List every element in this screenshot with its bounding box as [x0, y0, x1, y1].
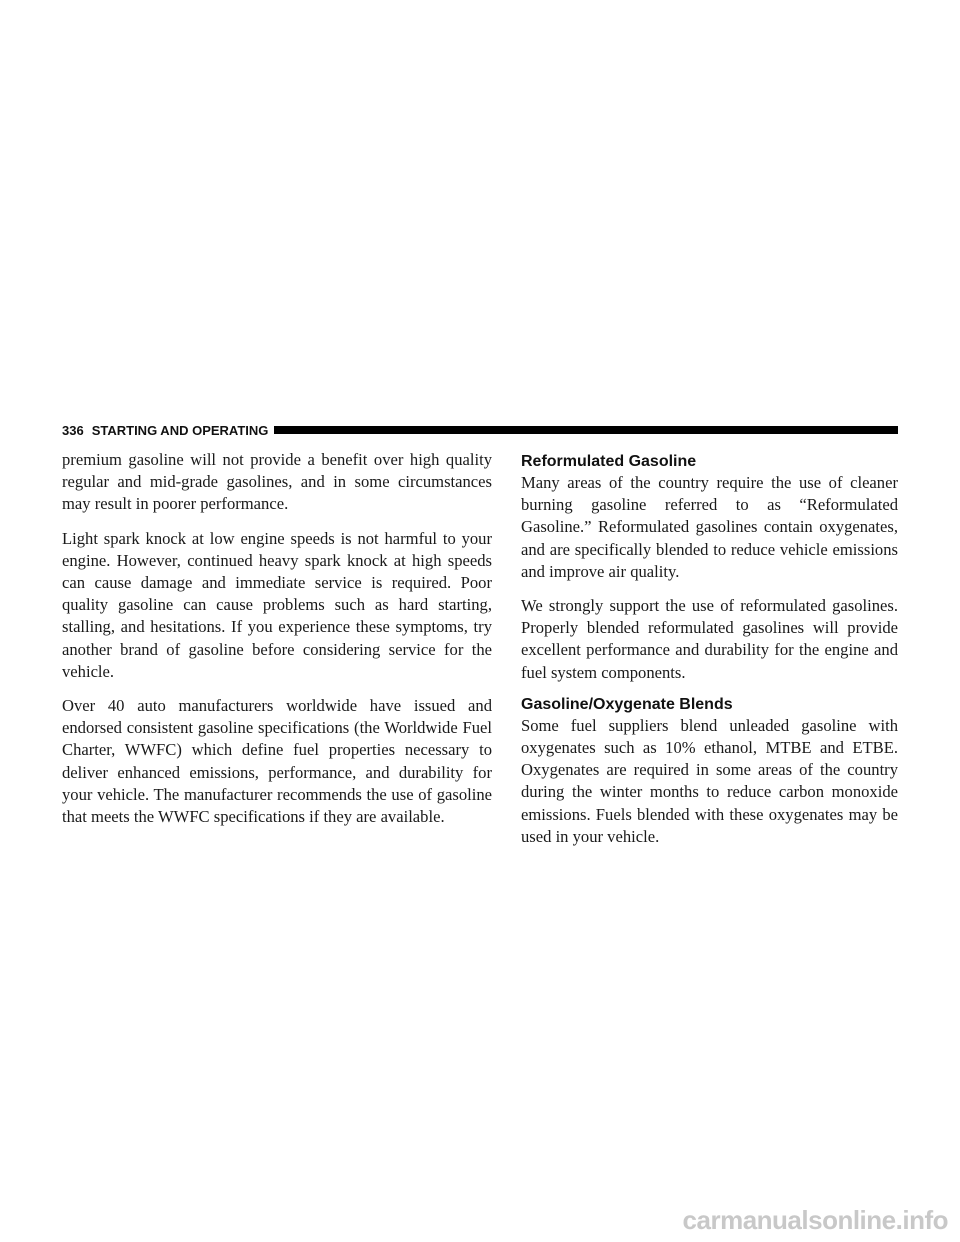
paragraph-reformulated-1: Many areas of the country require the use of cleaner burning gasoline referred to as “Reformulated Gasoline.” Reformulated gasolines contain oxygenates, and are specifically blended to reduce vehicle emissions and improve air quality.: [521, 473, 898, 581]
paragraph-spark-knock: Light spark knock at low engine speeds is not harmful to your engine. However, continued heavy spark knock at high speeds can cause damage and immediate service is required. Poor quality gasoline can cause problems such as hard starting, stalling, and hesitations. If you experience these symptoms, try another brand of gasoline before considering service for the vehicle.: [62, 528, 492, 681]
paragraph-oxygenate-blends: Some fuel suppliers blend unleaded gasoline with oxygenates such as 10% ethanol, MTBE and ETBE. Oxygenates are required in some areas of the country during the winter months to reduce carbon monoxide emissions. Fuels blended with these oxygenates may be used in your vehicle.: [521, 715, 898, 846]
running-header: [62, 421, 898, 439]
page-number: 336: [62, 422, 84, 438]
paragraph-premium-gasoline: premium gasoline will not provide a benefit over high quality regular and mid-grade gasolines, and in some circumstances may result in poorer performance.: [62, 450, 492, 514]
paragraph-wwfc: Over 40 auto manufacturers worldwide have issued and endorsed consistent gasoline specifications (the Worldwide Fuel Charter, WWFC) which define fuel properties necessary to deliver enhanced emissions, performance, and durability for your vehicle. The manufacturer recommends the use of gasoline that meets the WWFC specifications if they are available.: [62, 696, 492, 827]
heading-oxygenate-blends: Gasoline/Oxygenate Blends: [521, 695, 733, 713]
header-rule: [274, 426, 898, 434]
heading-reformulated-gasoline: Reformulated Gasoline: [521, 453, 697, 470]
site-watermark: carmanualsonline.info: [682, 1205, 948, 1235]
paragraph-reformulated-2: We strongly support the use of reformulated gasolines. Properly blended reformulated gasolines will provide excellent performance and durability for the engine and fuel system components.: [521, 596, 898, 682]
right-column: [521, 449, 898, 860]
left-column: [62, 449, 492, 840]
section-title: STARTING AND OPERATING: [91, 422, 269, 438]
